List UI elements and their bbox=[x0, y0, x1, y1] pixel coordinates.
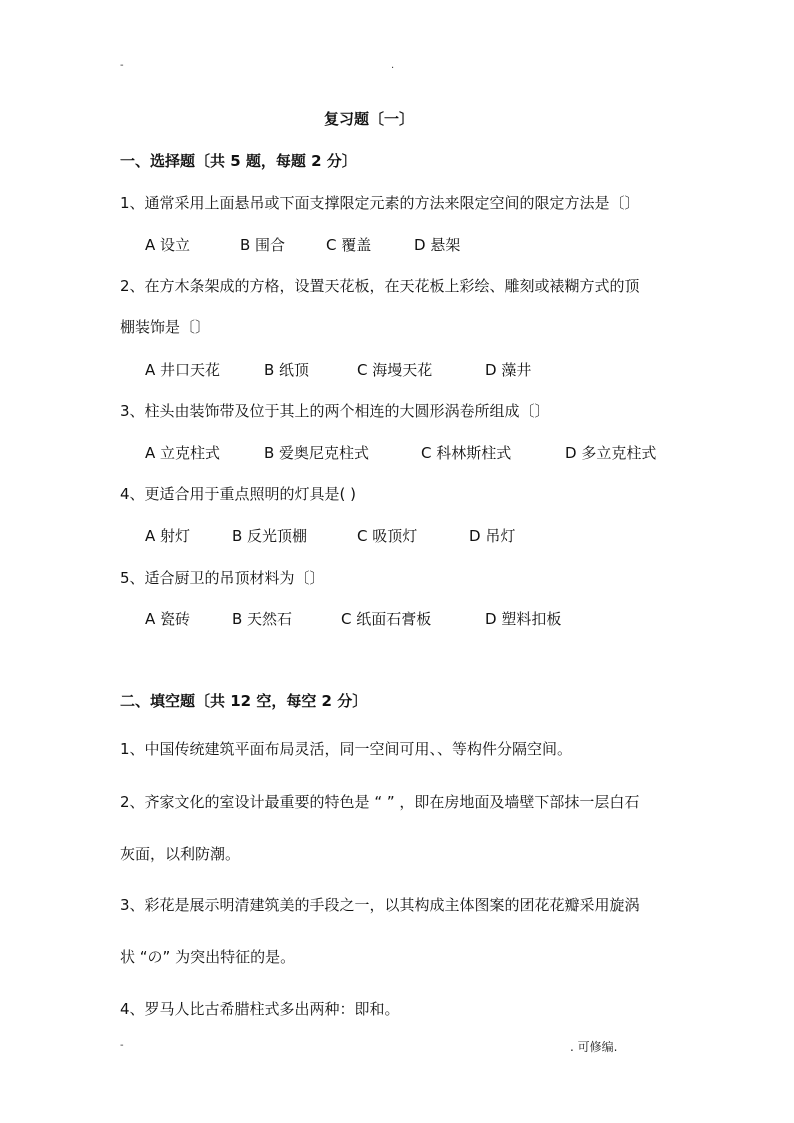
q1-option-a: A 设立 bbox=[145, 236, 191, 254]
q3-option-c: C 科林斯柱式 bbox=[421, 444, 512, 462]
q2-option-a: A 井口天花 bbox=[145, 361, 221, 379]
question-1-text: 1、通常采用上面悬吊或下面支撑限定元素的方法来限定空间的限定方法是〔〕 bbox=[120, 194, 640, 212]
fill-2-line1: 2、齐家文化的室设计最重要的特色是 “ ” ，即在房地面及墙壁下部抹一层白石 bbox=[120, 793, 640, 811]
q1-option-c: C 覆盖 bbox=[326, 236, 372, 254]
q5-option-d: D 塑料扣板 bbox=[485, 610, 562, 628]
fill-4-line1: 4、罗马人比古希腊柱式多出两种：即和。 bbox=[120, 1000, 400, 1018]
q3-option-d: D 多立克柱式 bbox=[565, 444, 657, 462]
q3-option-a: A 立克柱式 bbox=[145, 444, 221, 462]
q5-option-c: C 纸面石膏板 bbox=[341, 610, 432, 628]
question-2-text-line1: 2、在方木条架成的方格，设置天花板，在天花板上彩绘、雕刻或裱糊方式的顶 bbox=[120, 277, 640, 295]
q4-option-a: A 射灯 bbox=[145, 527, 191, 545]
q1-option-d: D 悬架 bbox=[414, 236, 461, 254]
footer-editable-note: . 可修编. bbox=[570, 1040, 618, 1054]
fill-1-line1: 1、中国传统建筑平面布局灵活，同一空间可用、、等构件分隔空间。 bbox=[120, 740, 573, 758]
header-left-mark: - bbox=[120, 60, 124, 71]
question-3-text: 3、柱头由装饰带及位于其上的两个相连的大圆形涡卷所组成〔〕 bbox=[120, 402, 550, 420]
q2-option-c: C 海墁天花 bbox=[357, 361, 433, 379]
fill-3-line1: 3、彩花是展示明清建筑美的手段之一，以其构成主体图案的团花花瓣采用旋涡 bbox=[120, 896, 640, 914]
q4-option-d: D 吊灯 bbox=[469, 527, 516, 545]
q4-option-c: C 吸顶灯 bbox=[357, 527, 418, 545]
q2-option-b: B 纸顶 bbox=[264, 361, 310, 379]
fill-3-line2: 状 “の” 为突出特征的是。 bbox=[120, 948, 296, 966]
footer-left-mark: - bbox=[120, 1040, 124, 1051]
page-title: 复习题〔一〕 bbox=[324, 110, 415, 128]
question-5-text: 5、适合厨卫的吊顶材料为〔〕 bbox=[120, 569, 325, 587]
q3-option-b: B 爱奥尼克柱式 bbox=[264, 444, 370, 462]
q2-option-d: D 藻井 bbox=[485, 361, 532, 379]
section2-heading: 二、填空题〔共 12 空，每空 2 分〕 bbox=[120, 692, 368, 710]
fill-2-line2: 灰面，以利防潮。 bbox=[120, 845, 241, 863]
section1-heading: 一、选择题〔共 5 题，每题 2 分〕 bbox=[120, 152, 357, 170]
q5-option-a: A 瓷砖 bbox=[145, 610, 191, 628]
q5-option-b: B 天然石 bbox=[232, 610, 293, 628]
question-4-text: 4、更适合用于重点照明的灯具是( ) bbox=[120, 485, 357, 503]
question-2-text-line2: 棚装饰是〔〕 bbox=[120, 318, 211, 336]
q1-option-b: B 围合 bbox=[240, 236, 286, 254]
q4-option-b: B 反光顶棚 bbox=[232, 527, 308, 545]
header-right-mark: . bbox=[391, 60, 395, 71]
